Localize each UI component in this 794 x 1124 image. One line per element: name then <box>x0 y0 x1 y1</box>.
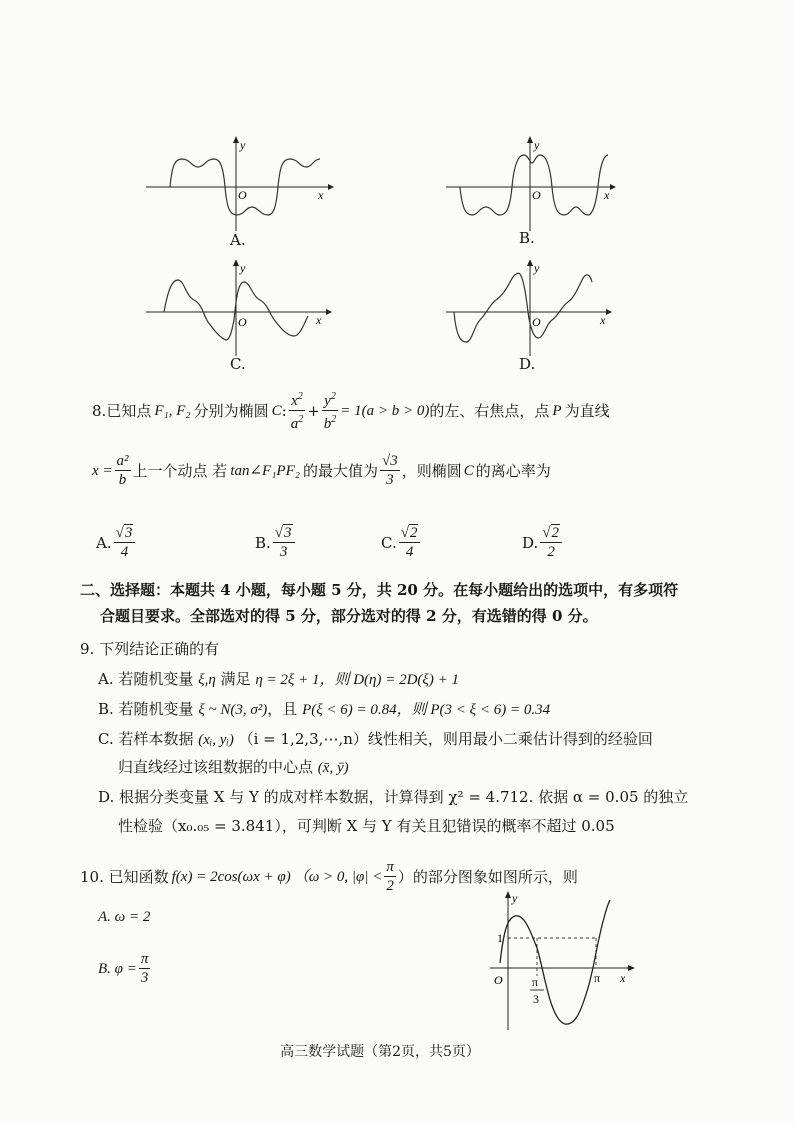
section2-line1: 二、选择题：本题共 4 小题，每小题 5 分，共 20 分。在每小题给出的选项中，有多项符 <box>80 581 679 599</box>
q8-option-d[interactable]: D. $\frac{√2}{2}$ <box>522 524 564 561</box>
graph-b-origin: O <box>532 188 541 202</box>
q9-d-line2: 性检验（x₀.₀₅ = 3.841），可判断 X 与 Y 有关且犯错误的概率不超过 0.05 <box>118 817 615 835</box>
q8-option-b-label: B. <box>255 533 271 552</box>
q10-b-label: B. φ = <box>98 960 137 977</box>
q8-text-f: ，则椭圆 <box>401 461 462 480</box>
page-footer: 高三数学试题（第2页，共5页） <box>280 1044 480 1060</box>
graph-d-origin: O <box>532 315 541 329</box>
q8-option-c-label: C. <box>381 533 397 552</box>
graph-a-label: A. <box>230 231 246 249</box>
q8-intro: 已知点 <box>106 401 152 420</box>
q10-cond-den: 2 <box>386 878 394 894</box>
q9-option-b[interactable] <box>98 699 550 720</box>
q9-a-mid: 满足 <box>220 670 251 688</box>
q9-option-d[interactable] <box>98 787 688 807</box>
q8-max-den: 3 <box>386 472 394 488</box>
q9-b-label: B. 若随机变量 <box>98 700 194 718</box>
q10-graph <box>480 888 640 1033</box>
graph-c-y-label: y <box>240 261 246 275</box>
section2-line2: 合题目要求。全部选对的得 5 分，部分选对的得 2 分，有选错的得 0 分。 <box>100 607 598 625</box>
q8-ellipse-name: C <box>271 402 282 419</box>
q9-c-mid: （i = 1,2,3,⋯,n）线性相关，则用最小二乘估计得到的经验回 <box>238 730 653 748</box>
graph-a-x-label: x <box>318 188 324 202</box>
graph-b-label: B. <box>519 229 535 247</box>
q9-option-c[interactable] <box>98 729 653 750</box>
q9-option-d-line2 <box>118 816 615 836</box>
q8-option-b[interactable]: B. $\frac{√3}{3}$ <box>255 524 297 561</box>
q8-option-b-num: 3 <box>284 525 292 541</box>
q8-text-d: 上一个动点 若 <box>132 461 228 480</box>
q10-graph-x: x <box>620 971 626 985</box>
q8-option-d-num: 2 <box>551 525 559 541</box>
graph-option-d <box>440 260 620 360</box>
q10-cond-a: （ω > 0, |φ| < <box>293 868 383 885</box>
q8-option-a-den: 4 <box>120 544 129 560</box>
q8-tan-expr: tan∠F₁PF₂ <box>230 462 300 479</box>
q8-option-a-num: 3 <box>124 525 133 541</box>
q8-foci: F₁, F₂ <box>154 402 191 419</box>
q9-a-label: A. 若随机变量 <box>98 670 194 688</box>
graph-option-a <box>140 135 340 235</box>
q10-b-den: 3 <box>140 970 149 986</box>
q8-option-c[interactable]: C. $\frac{√2}{4}$ <box>381 524 422 561</box>
q8-ellipse-cond: = 1(a > b > 0) <box>340 402 430 419</box>
q10-option-a[interactable] <box>98 906 150 927</box>
q9-option-c-line2 <box>118 757 349 778</box>
q9-option-a[interactable] <box>98 669 459 690</box>
q10-a-text: A. ω = 2 <box>98 909 151 925</box>
q10-graph-one: 1 <box>497 931 503 945</box>
q9-b-expr2: P(ξ < 6) = 0.84，则 P(3 < ξ < 6) = 0.34 <box>302 702 551 718</box>
q10-graph-y: y <box>512 891 518 905</box>
graph-b-y-label: y <box>534 138 540 152</box>
q8-text-e: 的最大值为 <box>302 461 378 480</box>
q8-line-num: a² <box>116 453 129 469</box>
graph-c-origin: O <box>238 315 247 329</box>
q8-line-x: x = <box>92 462 113 479</box>
q8-max-num: √3 <box>381 453 398 469</box>
q10-option-b[interactable] <box>98 950 152 987</box>
graph-d-label: D. <box>519 355 536 373</box>
q10-func: f(x) = 2cos(ωx + φ) <box>171 868 291 885</box>
q8-text-a: 分别为椭圆 <box>193 401 269 420</box>
q8-text-h: 的离心率为 <box>475 461 551 480</box>
q8-line2 <box>92 452 551 489</box>
q10-graph-pi-den: 3 <box>533 992 539 1006</box>
graph-d-x-label: x <box>600 313 606 327</box>
q10-graph-pi: π <box>594 971 601 985</box>
q9-a-expr2: η = 2ξ + 1，则 D(η) = 2D(ξ) + 1 <box>255 672 459 688</box>
q8-option-d-label: D. <box>522 533 539 552</box>
graph-option-b <box>440 135 620 235</box>
q9-c-expr2: (x̄, ȳ) <box>317 760 349 776</box>
graph-d-y-label: y <box>534 261 540 275</box>
graph-c-x-label: x <box>316 313 322 327</box>
graph-option-c <box>140 260 340 360</box>
graph-a-y-label: y <box>240 138 246 152</box>
q8-option-a-label: A. <box>96 533 112 552</box>
q8-point: P <box>552 402 562 419</box>
q10-cond-b: ）的部分图象如图所示，则 <box>397 867 578 886</box>
q9-d-line1: D. 根据分类变量 X 与 Y 的成对样本数据，计算得到 χ² = 4.712. 依据 α = 0.05 的独立 <box>98 788 689 806</box>
graph-a-origin: O <box>238 188 247 202</box>
graph-b-x-label: x <box>604 188 610 202</box>
q8-line1: 8. 已知点 F₁, F₂ 分别为椭圆 C : $\frac{x^2}{a^2}$ + $\frac{y^2}{b^2}$ = 1(a > b > 0) 的左、右焦点，点 P 为直线 <box>92 388 610 433</box>
q9-b-mid: ，且 <box>267 700 298 718</box>
q8-option-c-den: 4 <box>405 544 414 560</box>
q8-line-den: b <box>118 472 127 488</box>
q8-option-a[interactable]: A. $\frac{√3}{4}$ <box>96 524 137 561</box>
q8-option-d-den: 2 <box>547 544 555 560</box>
q9-a-expr1: ξ,η <box>198 672 216 688</box>
q8-text-g: C <box>463 462 474 479</box>
q9-c-expr1: (xᵢ, yᵢ) <box>198 732 234 748</box>
q10-graph-origin: O <box>494 973 503 987</box>
q10-b-num: π <box>140 951 149 967</box>
q10-cond-num: π <box>386 859 394 875</box>
q8-text-b: 的左、右焦点，点 <box>429 401 550 420</box>
q9-c-line2: 归直线经过该组数据的中心点 <box>118 758 314 776</box>
q9-stem: 9. 下列结论正确的有 <box>80 640 220 658</box>
q8-number: 8. <box>92 401 107 420</box>
q8-option-b-den: 3 <box>279 544 288 560</box>
q9-b-expr1: ξ ~ N(3, σ²) <box>198 702 268 718</box>
q9-c-label: C. 若样本数据 <box>98 730 194 748</box>
q8-option-c-num: 2 <box>409 525 418 541</box>
q8-text-c: 为直线 <box>564 401 610 420</box>
q10-graph-pi-num: π <box>532 975 539 989</box>
graph-c-label: C. <box>230 355 246 373</box>
q10-stem-num: 10. 已知函数 <box>80 867 169 886</box>
